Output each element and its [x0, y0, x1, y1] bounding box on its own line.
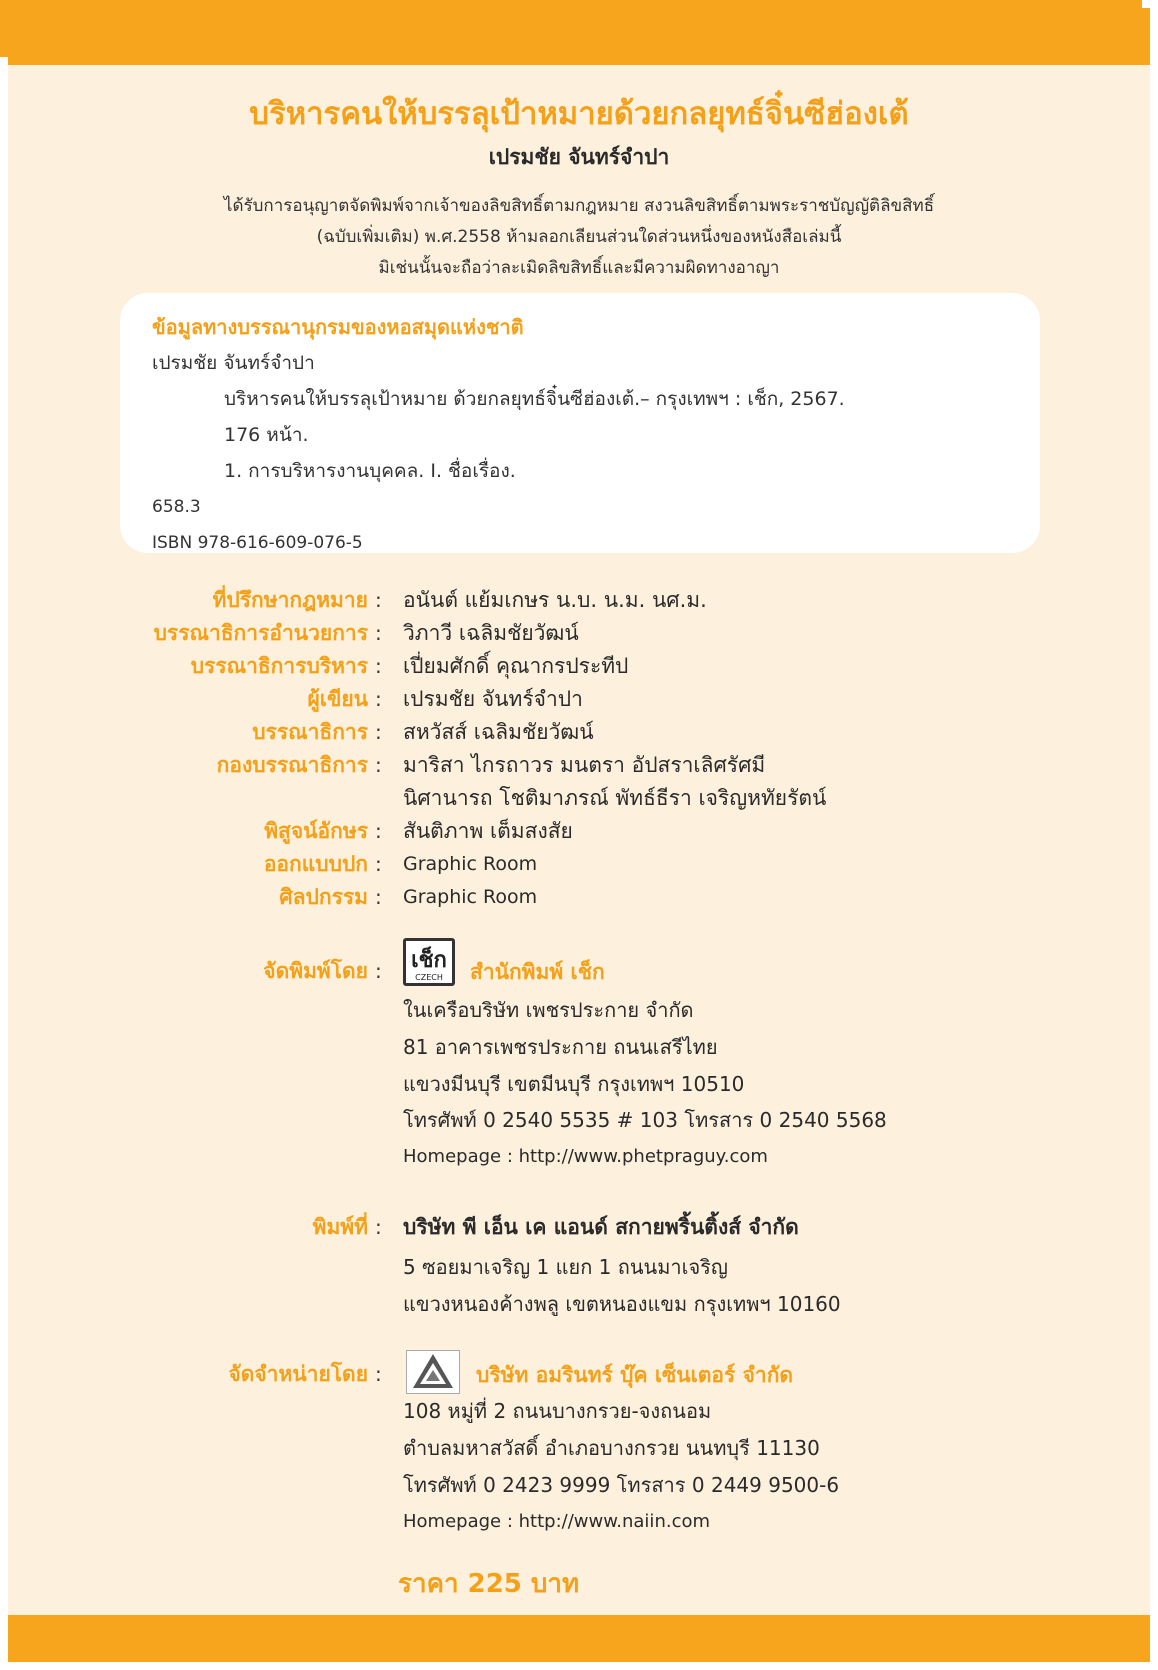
credit-value: มาริสา ไกรถาวร มนตรา อัปสราเลิศรัศมี [403, 753, 766, 777]
distributor-label: จัดจำหน่ายโดย [228, 1362, 368, 1386]
credit-label: ออกแบบปก [263, 852, 368, 876]
copyright-page [8, 8, 1150, 1662]
credit-label: พิสูจน์อักษร [264, 819, 368, 843]
printer-label: พิมพ์ที่ [312, 1215, 368, 1239]
top-band [8, 8, 1150, 65]
czech-logo-sub: CZECH [415, 973, 443, 982]
printer-line: แขวงหนองค้างพลู เขตหนองแขม กรุงเทพฯ 10160 [403, 1292, 841, 1316]
printer-name: บริษัท พี เอ็น เค แอนด์ สกายพริ้นติ้งส์ จำกัด [403, 1215, 799, 1239]
czech-logo-text: เช็ก [411, 948, 447, 973]
amarin-triangle-icon [407, 1351, 459, 1393]
credit-value: Graphic Room [403, 886, 538, 908]
distributor-name: บริษัท อมรินทร์ บุ๊ค เซ็นเตอร์ จำกัด [476, 1363, 794, 1387]
credit-label: ศิลปกรรม [279, 885, 368, 909]
credit-value: เปี่ยมศักดิ์ คุณากรประทีป [403, 654, 629, 678]
publisher-line: แขวงมีนบุรี เขตมีนบุรี กรุงเทพฯ 10510 [403, 1072, 745, 1096]
credit-label: กองบรรณาธิการ [216, 753, 368, 777]
catalog-classification: 658.3 [152, 497, 201, 517]
distributor-line: 108 หมู่ที่ 2 ถนนบางกรวย-จงถนอม [403, 1399, 712, 1423]
credit-value: นิศานารถ โชติมาภรณ์ พัทธ์ธีรา เจริญหทัยรัตน์ [403, 786, 827, 810]
publisher-colon: : [375, 959, 382, 983]
credit-colon: : [375, 621, 382, 645]
credit-label: บรรณาธิการอำนวยการ [153, 621, 368, 645]
distributor-homepage: Homepage : http://www.naiin.com [403, 1511, 711, 1532]
price: ราคา 225 บาท [398, 1569, 580, 1599]
catalog-subject: 1. การบริหารงานบุคคล. I. ชื่อเรื่อง. [224, 460, 516, 482]
publisher-homepage: Homepage : http://www.phetpraguy.com [403, 1146, 768, 1167]
distributor-line: ตำบลมหาสวัสดิ์ อำเภอบางกรวย นนทบุรี 11130 [403, 1436, 820, 1460]
credit-label: บรรณาธิการ [252, 720, 368, 744]
copyright-notice [8, 191, 1150, 284]
czech-logo [403, 938, 455, 986]
credit-value: สันติภาพ เต็มสงสัย [403, 819, 573, 843]
credit-colon: : [375, 588, 382, 612]
credit-colon: : [375, 885, 382, 909]
publisher-line: โทรศัพท์ 0 2540 5535 # 103 โทรสาร 0 2540 5568 [403, 1108, 887, 1132]
catalog-book-line: บริหารคนให้บรรลุเป้าหมาย ด้วยกลยุทธ์จิ๋นซีฮ่องเต้.– กรุงเทพฯ : เช็ก, 2567. [224, 388, 845, 410]
publisher-line: ในเครือบริษัท เพชรประกาย จำกัด [403, 998, 694, 1022]
publisher-line: 81 อาคารเพชรประกาย ถนนเสรีไทย [403, 1035, 718, 1059]
credit-value: อนันต์ แย้มเกษร น.บ. น.ม. นศ.ม. [403, 588, 707, 612]
bottom-band [8, 1615, 1150, 1662]
distributor-line: โทรศัพท์ 0 2423 9999 โทรสาร 0 2449 9500-6 [403, 1473, 840, 1497]
distributor-colon: : [375, 1362, 382, 1386]
credit-value: วิภาวี เฉลิมชัยวัฒน์ [403, 621, 579, 645]
catalog-isbn: ISBN 978-616-609-076-5 [152, 533, 363, 553]
printer-colon: : [375, 1215, 382, 1239]
credit-label: บรรณาธิการบริหาร [190, 654, 368, 678]
publisher-label: จัดพิมพ์โดย [263, 959, 368, 983]
credit-label: ที่ปรึกษากฎหมาย [212, 588, 368, 612]
copyright-line: มิเช่นนั้นจะถือว่าละเมิดลิขสิทธิ์และมีความผิดทางอาญา [378, 258, 780, 278]
credit-value: Graphic Room [403, 853, 538, 875]
credit-colon: : [375, 852, 382, 876]
credit-colon: : [375, 687, 382, 711]
catalog-author: เปรมชัย จันทร์จำปา [152, 352, 315, 374]
catalog-box [120, 293, 1040, 553]
printer-line: 5 ซอยมาเจริญ 1 แยก 1 ถนนมาเจริญ [403, 1255, 728, 1279]
copyright-line: ได้รับการอนุญาตจัดพิมพ์จากเจ้าของลิขสิทธิ์ตามกฎหมาย สงวนลิขสิทธิ์ตามพระราชบัญญัติลิขสิทธิ์ [223, 196, 935, 216]
credit-colon: : [375, 753, 382, 777]
credit-label: ผู้เขียน [307, 687, 368, 711]
credit-colon: : [375, 720, 382, 744]
copyright-line: (ฉบับเพิ่มเติม) พ.ศ.2558 ห้ามลอกเลียนส่วนใดส่วนหนึ่งของหนังสือเล่มนี้ [316, 227, 842, 247]
catalog-pages: 176 หน้า. [224, 424, 309, 446]
publisher-name: สำนักพิมพ์ เช็ก [470, 960, 605, 984]
catalog-title: ข้อมูลทางบรรณานุกรมของหอสมุดแห่งชาติ [152, 315, 524, 339]
credit-colon: : [375, 654, 382, 678]
credit-colon: : [375, 819, 382, 843]
book-title: บริหารคนให้บรรลุเป้าหมายด้วยกลยุทธ์จิ๋นซีฮ่องเต้ [249, 96, 909, 132]
credit-value: สหวัสส์ เฉลิมชัยวัฒน์ [403, 720, 594, 744]
credit-value: เปรมชัย จันทร์จำปา [403, 687, 583, 711]
book-author: เปรมชัย จันทร์จำปา [488, 145, 670, 169]
amarin-logo-icon [406, 1350, 460, 1394]
